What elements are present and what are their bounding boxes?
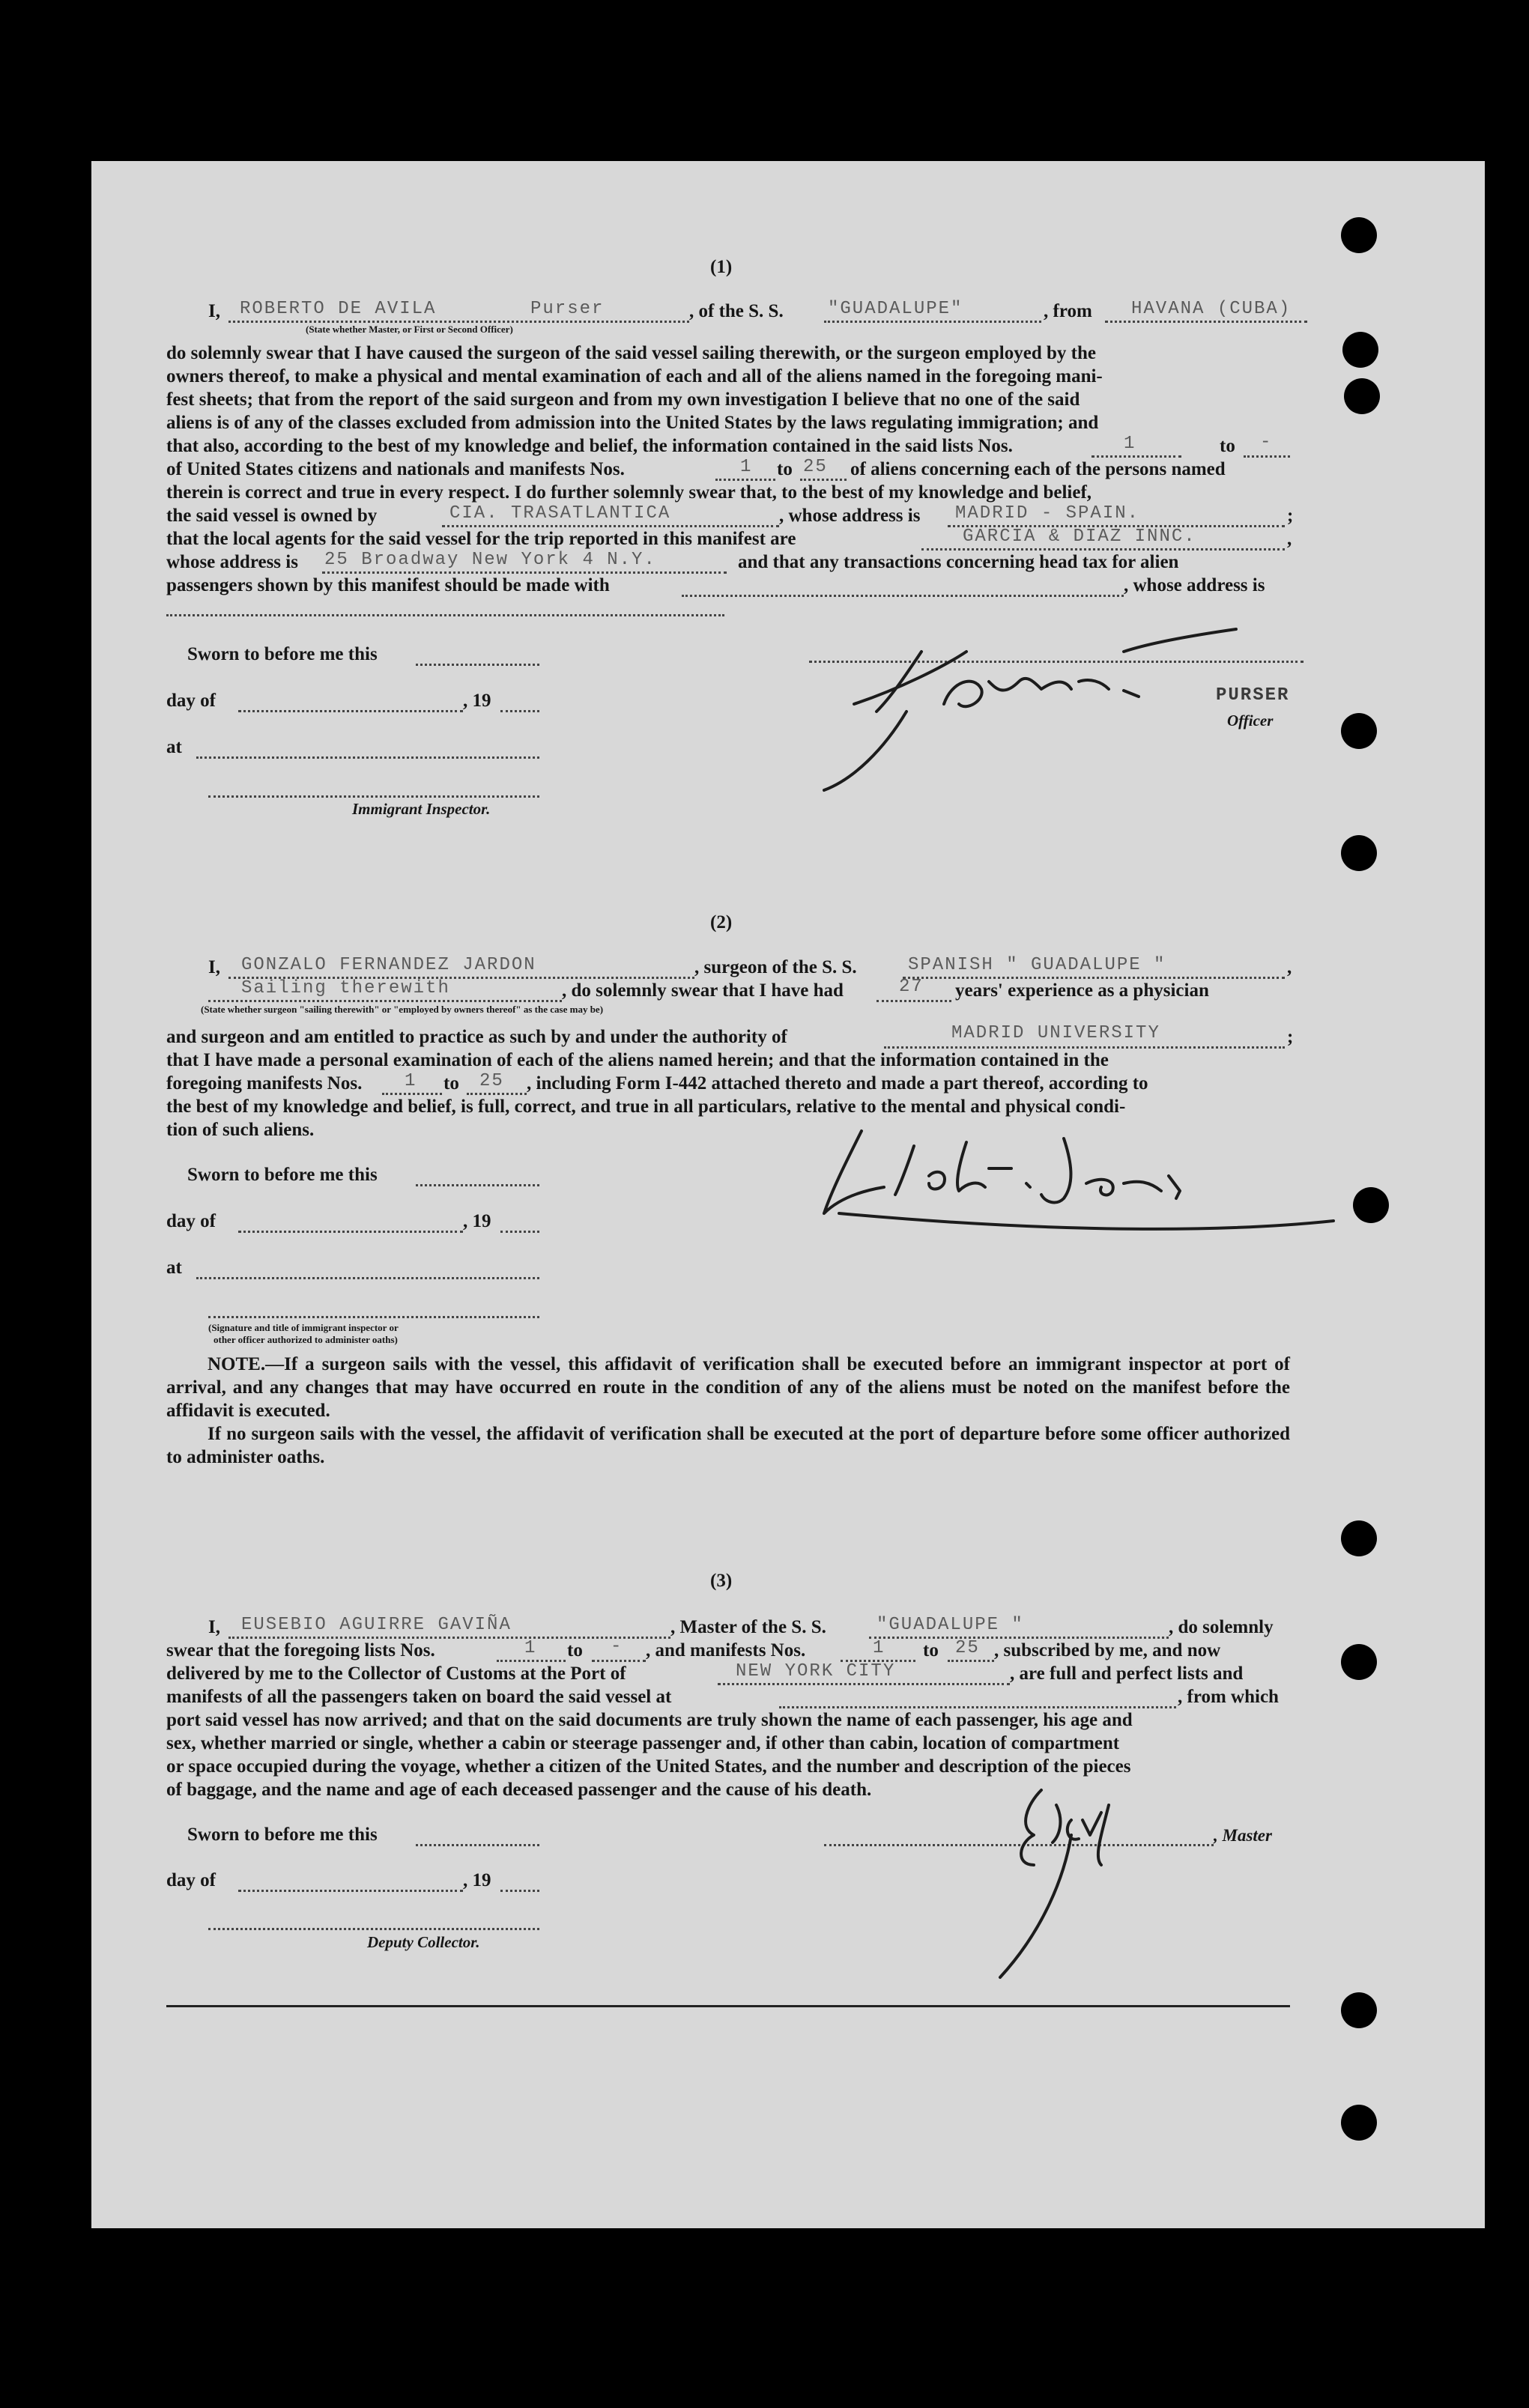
- s1-at-line: [196, 756, 539, 759]
- s3-manifests-from-typed: 1: [873, 1638, 885, 1658]
- sailing-status-typed: Sailing therewith: [241, 978, 450, 998]
- s1-line-6b: of aliens concerning each of the persons named: [850, 459, 1226, 479]
- s3-lists-to-label: to: [567, 1640, 583, 1661]
- ship-name-line: [824, 321, 1041, 323]
- section-1-name-line: [228, 321, 689, 323]
- agents-line: [921, 548, 1285, 551]
- of-ship-label: , of the S. S.: [689, 301, 784, 321]
- section-2-lead: I,: [208, 957, 220, 977]
- s3-lists-from-typed: 1: [524, 1638, 537, 1658]
- s3-line-8: of baggage, and the name and age of each deceased passenger and the cause of his death.: [166, 1780, 872, 1800]
- s2-line-5b: , including Form I-442 attached thereto and made a part thereof, according to: [527, 1073, 1148, 1094]
- purser-rank-typed: Purser: [530, 299, 605, 319]
- section-1-lead: I,: [208, 301, 220, 321]
- section-1-number: (1): [710, 257, 733, 277]
- s3-line-4b: , from which: [1178, 1687, 1279, 1707]
- s2-manifests-from-line: [382, 1093, 442, 1095]
- s3-lists-to-typed: -: [611, 1637, 623, 1657]
- s3-line-4a: manifests of all the passengers taken on board the said vessel at: [166, 1687, 672, 1707]
- s3-year-line: [500, 1890, 539, 1892]
- section-3-number: (3): [710, 1571, 733, 1591]
- owner-address-typed: MADRID - SPAIN.: [955, 503, 1140, 524]
- s2-line-3a: and surgeon and am entitled to practice as such by and under the authority of: [166, 1027, 787, 1047]
- owner-typed: CIA. TRASATLANTICA: [449, 503, 671, 524]
- lists-to-line: [1244, 455, 1290, 458]
- head-tax-address-line: [166, 614, 724, 616]
- s2-line-5a: foregoing manifests Nos.: [166, 1073, 363, 1094]
- s3-line-2b: , and manifests Nos.: [646, 1640, 806, 1661]
- s1-year: , 19: [463, 691, 491, 711]
- surgeon-of-label: , surgeon of the S. S.: [694, 957, 857, 977]
- s2-day-of: day of: [166, 1211, 216, 1231]
- punch-hole-5: [1341, 835, 1377, 871]
- s3-day-of: day of: [166, 1870, 216, 1890]
- agents-line-end: ,: [1287, 529, 1292, 549]
- s1-day-of: day of: [166, 691, 216, 711]
- master-name-typed: EUSEBIO AGUIRRE GAVIÑA: [241, 1615, 512, 1635]
- s3-manifests-to-line: [948, 1660, 994, 1662]
- s1-line-6a: of United States citizens and nationals and manifests Nos.: [166, 459, 625, 479]
- agents-address-line: [322, 571, 727, 574]
- s2-manifests-from-typed: 1: [405, 1071, 417, 1091]
- years-line: [876, 1000, 951, 1002]
- s1-line-8a: the said vessel is owned by: [166, 506, 378, 526]
- s3-manifests-to-typed: 25: [955, 1638, 980, 1658]
- manifests-to-label: to: [777, 459, 793, 479]
- authority-line: [884, 1046, 1285, 1049]
- bottom-rule: [166, 2005, 1290, 2007]
- s2-to-label: to: [443, 1073, 459, 1094]
- s3-line-7: or space occupied during the voyage, whether a citizen of the United States, and the number and description of the pieces: [166, 1756, 1131, 1777]
- inspector-caption: Immigrant Inspector.: [352, 800, 491, 818]
- port-typed: NEW YORK CITY: [736, 1661, 896, 1681]
- s1-line-5: that also, according to the best of my knowledge and belief, the information contained in the said lists Nos.: [166, 436, 1013, 456]
- manifests-from-typed: 1: [740, 457, 753, 477]
- officer-title-typed: PURSER: [1216, 685, 1290, 706]
- port-line: [718, 1683, 1010, 1685]
- manifests-to-line: [800, 479, 847, 481]
- s1-line-3: fest sheets; that from the report of the said surgeon and from my own investigation I believe that no one of the said: [166, 389, 1080, 410]
- from-port-line: [1105, 321, 1307, 323]
- s2-caption-1: (Signature and title of immigrant inspector or: [208, 1322, 399, 1333]
- s2-manifests-to-typed: 25: [479, 1071, 504, 1091]
- s3-line-3b: , are full and perfect lists and: [1010, 1664, 1244, 1684]
- note-paragraph-2: If no surgeon sails with the vessel, the affidavit of verification shall be executed at the port of departure before some officer authorized to administer oaths.: [166, 1424, 1290, 1467]
- officer-caption: Officer: [1227, 712, 1274, 730]
- purser-name-typed: ROBERTO DE AVILA: [240, 299, 437, 319]
- lists-to-label: to: [1220, 436, 1235, 456]
- authority-end: ;: [1287, 1027, 1294, 1047]
- s3-sworn-line: [416, 1844, 539, 1846]
- solemnly-label: , do solemnly: [1169, 1617, 1274, 1637]
- surgeon-ship-line: [903, 977, 1285, 979]
- s3-day-line: [238, 1890, 463, 1892]
- years-typed: 27: [899, 977, 924, 997]
- s3-line-2a: swear that the foregoing lists Nos.: [166, 1640, 435, 1661]
- surgeon-signature: [817, 1116, 1356, 1236]
- s2-at-line: [196, 1277, 539, 1279]
- punch-hole-6: [1353, 1187, 1389, 1223]
- s1-line-9a: that the local agents for the said vessel for the trip reported in this manifest are: [166, 529, 796, 549]
- lists-from-typed: 1: [1124, 434, 1136, 454]
- s2-sworn-line: [416, 1184, 539, 1186]
- collector-caption: Deputy Collector.: [367, 1933, 480, 1951]
- manifests-from-line: [715, 479, 775, 481]
- agents-typed: GARCIA & DIAZ INNC.: [963, 527, 1196, 547]
- surgeon-name-typed: GONZALO FERNANDEZ JARDON: [241, 955, 536, 975]
- s2-line-6: the best of my knowledge and belief, is full, correct, and true in all particulars, relative to the mental and physical condi-: [166, 1097, 1126, 1117]
- owner-line: [442, 525, 779, 527]
- s3-manifests-to-label: to: [923, 1640, 939, 1661]
- punch-hole-9: [1341, 1992, 1377, 2028]
- master-caption: , Master: [1214, 1826, 1272, 1845]
- punch-hole-3: [1344, 378, 1380, 414]
- section-3-lead: I,: [208, 1617, 220, 1637]
- s3-line-2c: , subscribed by me, and now: [994, 1640, 1221, 1661]
- punch-hole-8: [1341, 1644, 1377, 1680]
- s3-line-6: sex, whether married or single, whether a cabin or steerage passenger and, if other than cabin, location of compartment: [166, 1733, 1120, 1753]
- s1-line-8b: , whose address is: [779, 506, 921, 526]
- punch-hole-10: [1341, 2105, 1377, 2141]
- from-port-typed: HAVANA (CUBA): [1131, 299, 1292, 319]
- s1-line-10a: whose address is: [166, 552, 298, 572]
- s3-line-5: port said vessel has now arrived; and that on the said documents are truly shown the name of each passenger, his age and: [166, 1710, 1133, 1730]
- punch-hole-4: [1341, 713, 1377, 749]
- master-of-label: , Master of the S. S.: [670, 1617, 826, 1637]
- s3-lists-to-line: [592, 1660, 646, 1662]
- ship-name-typed: "GUADALUPE": [828, 299, 963, 319]
- punch-hole-1: [1341, 217, 1377, 253]
- note-label: NOTE.: [208, 1354, 266, 1374]
- s1-day-line: [238, 710, 463, 712]
- master-name-line: [228, 1637, 670, 1639]
- s1-line-7: therein is correct and true in every respect. I do further solemnly swear that, to the best of my knowledge and belief,: [166, 482, 1092, 503]
- s2-year: , 19: [463, 1211, 491, 1231]
- s2-day-line: [238, 1231, 463, 1233]
- s3-year: , 19: [463, 1870, 491, 1890]
- s2-line-7: tion of such aliens.: [166, 1120, 315, 1140]
- s2-sworn: Sworn to before me this: [187, 1165, 378, 1185]
- punch-hole-2: [1342, 332, 1378, 368]
- s2-line-4: that I have made a personal examination of each of the aliens named herein; and that the information contained in the: [166, 1050, 1109, 1070]
- s3-sworn: Sworn to before me this: [187, 1825, 378, 1845]
- lists-from-line: [1092, 455, 1181, 458]
- s3-collector-line: [208, 1928, 539, 1930]
- head-tax-line: [682, 595, 1124, 597]
- master-ship-typed: "GUADALUPE ": [876, 1615, 1024, 1635]
- s1-line-1: do solemnly swear that I have caused the surgeon of the said vessel sailing therewith, or the surgeon employed by the: [166, 343, 1096, 363]
- note-text-1: —If a surgeon sails with the vessel, this affidavit of verification shall be executed before an immigrant inspector at port of arrival, and any changes that may have occurred en route in the condition of any of the aliens must be noted on the manifest before the affidavit is executed.: [166, 1354, 1290, 1421]
- s1-sworn: Sworn to before me this: [187, 644, 378, 664]
- s2-year-line: [500, 1231, 539, 1233]
- lists-to-typed: -: [1260, 432, 1273, 452]
- s2-at: at: [166, 1258, 182, 1278]
- sailing-caption: (State whether surgeon "sailing therewith" or "employed by owners thereof" as the case may be): [201, 1004, 604, 1015]
- agents-address-typed: 25 Broadway New York 4 N.Y.: [324, 550, 656, 570]
- s1-line-4: aliens is of any of the classes excluded from admission into the United States by the laws regulating immigration; and: [166, 413, 1099, 433]
- s1-line-11b: , whose address is: [1124, 575, 1265, 595]
- departure-port-line: [779, 1706, 1176, 1708]
- s1-sworn-line: [416, 664, 539, 666]
- punch-hole-7: [1341, 1520, 1377, 1556]
- s1-at: at: [166, 737, 182, 757]
- s1-line-11a: passengers shown by this manifest should be made with: [166, 575, 610, 595]
- s1-line-2: owners thereof, to make a physical and mental examination of each and all of the aliens named in the foregoing mani-: [166, 366, 1103, 386]
- master-ship-line: [869, 1637, 1169, 1639]
- s1-inspector-line: [208, 795, 539, 798]
- note-paragraph-1: [166, 1353, 1290, 1422]
- surgeon-ship-typed: SPANISH " GUADALUPE ": [908, 955, 1166, 975]
- s3-lists-from-line: [497, 1660, 566, 1662]
- manifests-to-typed: 25: [803, 457, 828, 477]
- from-label: , from: [1044, 301, 1092, 321]
- section-2-number: (2): [710, 912, 733, 932]
- s3-line-3a: delivered by me to the Collector of Customs at the Port of: [166, 1664, 626, 1684]
- s2-signature-line: [208, 1316, 539, 1318]
- s1-line-10b: and that any transactions concerning head tax for alien: [738, 552, 1179, 572]
- authority-typed: MADRID UNIVERSITY: [951, 1023, 1160, 1043]
- sailing-status-line: [208, 1000, 562, 1002]
- owner-line-end: ;: [1287, 506, 1294, 526]
- swear-text: , do solemnly swear that I have had: [562, 980, 844, 1001]
- rank-caption: (State whether Master, or First or Second Officer): [306, 324, 513, 335]
- surgeon-ship-end: ,: [1287, 957, 1292, 977]
- s2-manifests-to-line: [467, 1093, 527, 1095]
- s2-caption-2: other officer authorized to administer oaths): [214, 1334, 398, 1345]
- years-text: years' experience as a physician: [955, 980, 1209, 1001]
- s1-year-line: [500, 710, 539, 712]
- master-signature: [989, 1775, 1139, 1985]
